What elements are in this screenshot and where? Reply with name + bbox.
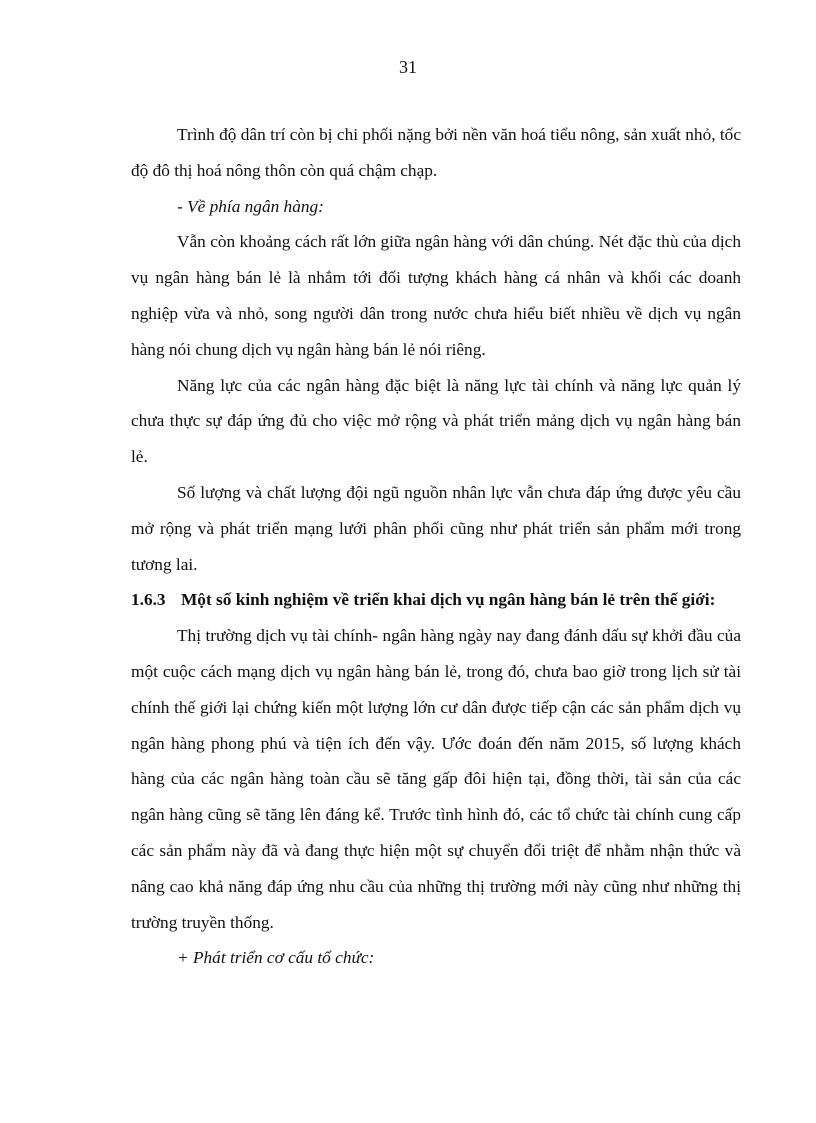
- section-heading: [131, 582, 741, 618]
- paragraph-market-revolution: Thị trường dịch vụ tài chính- ngân hàng ngày nay đang đánh dấu sự khởi đầu của một cuộc cách mạng dịch vụ ngân hàng bán lẻ, trong đó, chưa bao giờ trong lịch sử tài chính thế giới lại chứng kiến một lượng lớn cư dân được tiếp cận các sản phẩm dịch vụ ngân hàng phong phú và tiện ích đến vậy. Ước đoán đến năm 2015, số lượng khách hàng của các ngân hàng toàn cầu sẽ tăng gấp đôi hiện tại, đồng thời, tài sản của các ngân hàng cũng sẽ tăng lên đáng kể. Trước tình hình đó, các tổ chức tài chính cung cấp các sản phẩm này đã và đang thực hiện một sự chuyển đổi triệt để nhằm nhận thức và nâng cao khả năng đáp ứng nhu cầu của những thị trường mới này cũng như những thị trường truyền thống.: [131, 626, 741, 932]
- paragraph-bank-capacity: Năng lực của các ngân hàng đặc biệt là năng lực tài chính và năng lực quản lý chưa thực sự đáp ứng đủ cho việc mở rộng và phát triển mảng dịch vụ ngân hàng bán lẻ.: [131, 375, 741, 467]
- document-body: [131, 117, 741, 976]
- paragraph-education-level: Trình độ dân trí còn bị chi phối nặng bởi nền văn hoá tiểu nông, sản xuất nhỏ, tốc độ đô thị hoá nông thôn còn quá chậm chạp.: [131, 125, 741, 180]
- paragraph-human-resources: Số lượng và chất lượng đội ngũ nguồn nhân lực vẫn chưa đáp ứng được yêu cầu mở rộng và phát triển mạng lưới phân phối cũng như phát triển sản phẩm mới trong tương lai.: [131, 482, 741, 574]
- subheading-bank-side: - Về phía ngân hàng:: [177, 196, 324, 216]
- page-number: 31: [399, 57, 417, 77]
- section-number: 1.6.3: [131, 590, 166, 610]
- paragraph-distance-to-public: Vẫn còn khoảng cách rất lớn giữa ngân hàng với dân chúng. Nét đặc thù của dịch vụ ngân hàng bán lẻ là nhắm tới đối tượng khách hàng cá nhân và khối các doanh nghiệp vừa và nhỏ, song người dân trong nước chưa hiểu biết nhiều về dịch vụ ngân hàng nói chung dịch vụ ngân hàng bán lẻ nói riêng.: [131, 232, 741, 359]
- section-title: Một số kinh nghiệm về triển khai dịch vụ ngân hàng bán lẻ trên thế giới:: [181, 590, 716, 610]
- subheading-org-structure: + Phát triển cơ cấu tổ chức:: [177, 948, 375, 968]
